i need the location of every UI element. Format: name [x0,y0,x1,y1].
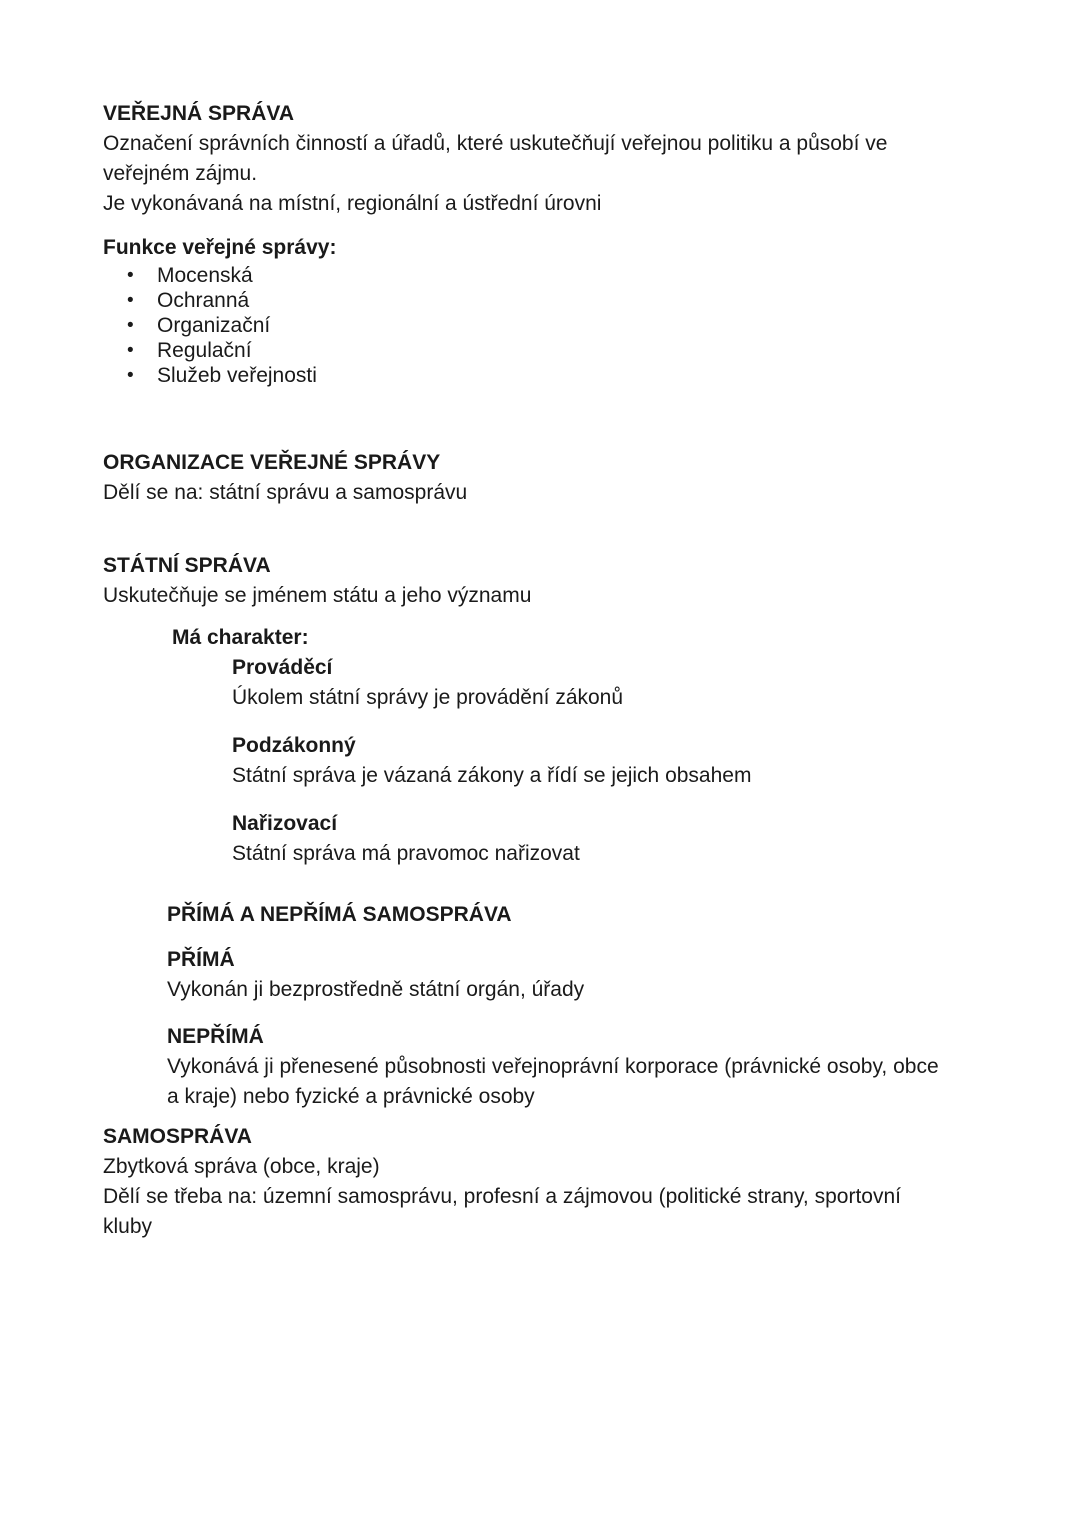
section-samosprava [103,1122,990,1242]
samosprava-paragraph-line-3: kluby [103,1215,153,1238]
list-item [103,263,990,288]
list-item [103,338,990,363]
charakter-item [232,731,990,791]
charakter-item-desc: Státní správa je vázaná zákony a řídí se jejich obsahem [232,764,752,787]
section-funkce [103,233,990,388]
section-verejna-sprava [103,99,990,219]
prima-heading: PŘÍMÁ [167,948,235,971]
prima-neprima-heading: PŘÍMÁ A NEPŘÍMÁ SAMOSPRÁVA [167,903,512,926]
bullet-item-label: Služeb veřejnosti [157,364,317,387]
section-organizace [103,448,990,508]
samosprava-heading: SAMOSPRÁVA [103,1125,252,1148]
list-item [103,313,990,338]
funkce-bullet-list [103,263,990,388]
document-content [103,99,990,1242]
verejna-sprava-paragraph-line-3: Je vykonávaná na místní, regionální a ústřední úrovni [103,192,602,215]
bullet-item-label: Organizační [157,314,271,337]
charakter-item-name: Podzákonný [232,734,356,757]
charakter-item [232,809,990,869]
bullet-item-label: Regulační [157,339,252,362]
charakter-item [232,653,990,713]
organizace-body: Dělí se na: státní správu a samosprávu [103,481,468,504]
statni-sprava-body: Uskutečňuje se jménem státu a jeho významu [103,584,532,607]
section-prima-neprima [167,900,990,1112]
organizace-heading: ORGANIZACE VEŘEJNÉ SPRÁVY [103,451,441,474]
charakter-item-name: Nařizovací [232,812,338,835]
bullet-icon: • [127,290,134,311]
neprima-heading: NEPŘÍMÁ [167,1025,264,1048]
bullet-item-label: Mocenská [157,264,253,287]
prima-body: Vykonán ji bezprostředně státní orgán, úřady [167,978,585,1001]
ma-charakter-heading: Má charakter: [172,626,309,649]
bullet-icon: • [127,365,134,386]
bullet-icon: • [127,340,134,361]
neprima-body-line-2: a kraje) nebo fyzické a právnické osoby [167,1085,535,1108]
verejna-sprava-heading: VEŘEJNÁ SPRÁVA [103,102,294,125]
bullet-icon: • [127,315,134,336]
charakter-item-desc: Úkolem státní správy je provádění zákonů [232,686,624,709]
bullet-icon: • [127,265,134,286]
neprima-body-line-1: Vykonává ji přenesené působnosti veřejnoprávní korporace (právnické osoby, obce [167,1055,939,1078]
verejna-sprava-paragraph-line-2: veřejném zájmu. [103,162,258,185]
list-item [103,288,990,313]
charakter-list [232,653,990,869]
charakter-item-name: Prováděcí [232,656,333,679]
charakter-item-desc: Státní správa má pravomoc nařizovat [232,842,580,865]
samosprava-paragraph-line-2: Dělí se třeba na: územní samosprávu, profesní a zájmovou (politické strany, sportovní [103,1185,901,1208]
bullet-item-label: Ochranná [157,289,250,312]
funkce-heading: Funkce veřejné správy: [103,236,337,259]
list-item [103,363,990,388]
statni-sprava-heading: STÁTNÍ SPRÁVA [103,554,271,577]
verejna-sprava-paragraph-line-1: Označení správních činností a úřadů, které uskutečňují veřejnou politiku a působí ve [103,132,888,155]
samosprava-paragraph-line-1: Zbytková správa (obce, kraje) [103,1155,380,1178]
section-statni-sprava [103,551,990,869]
